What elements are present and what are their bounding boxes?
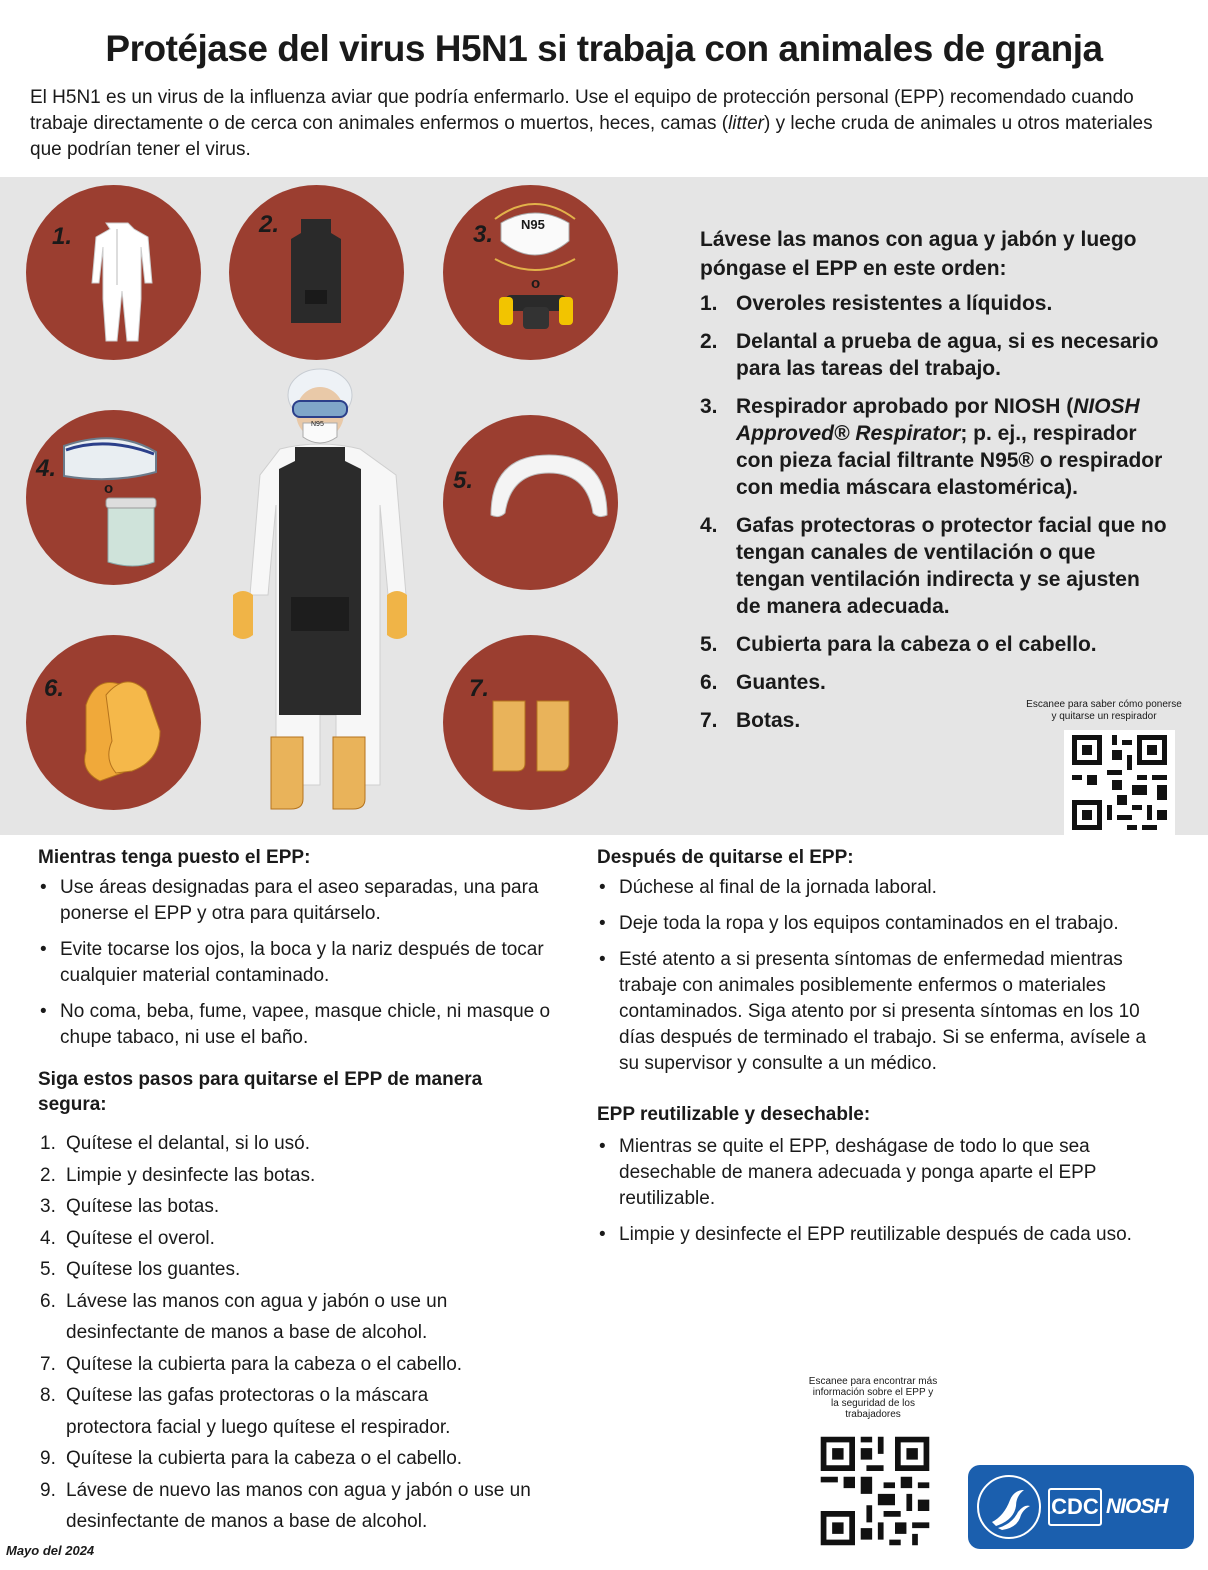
qr-code-respirator[interactable] xyxy=(1064,730,1175,835)
list-item: 6. Lávese las manos con agua y jabón o use un desinfectante de manos a base de alcohol. xyxy=(40,1290,448,1343)
apron-circle xyxy=(229,185,404,360)
list-item: 4. Quítese el overol. xyxy=(40,1227,215,1249)
removal-heading: Siga estos pasos para quitarse el EPP de manera segura: xyxy=(38,1069,483,1115)
n95-respirator-icon xyxy=(443,185,618,360)
list-item: 9. Quítese la cubierta para la cabeza o el cabello. xyxy=(40,1448,463,1469)
coveralls-icon xyxy=(26,185,201,360)
intro-paragraph: El H5N1 es un virus de la influenza aviar que podría enfermarlo. Use el equipo de protección personal (EPP) recomendado cuando trabaje directamente o de cerca con animales enfermos o muertos, heces, camas (litter) y leche cruda de animales u otros materiales que podrían tener el virus. xyxy=(30,87,1153,160)
list-item: • Mientras se quite el EPP, deshágase de todo lo que sea desechable de manera adecuada y ponga aparte el EPP reutilizable. xyxy=(597,1134,1137,1212)
publication-date: Mayo del 2024 xyxy=(6,1543,95,1558)
donning-order-heading: Lávese las manos con agua y jabón y luego póngase el EPP en este orden: xyxy=(700,228,1137,280)
list-item: 8. Quítese las gafas protectoras o la máscara protectora facial y luego quítese el respirador. xyxy=(40,1385,451,1438)
list-item: • Esté atento a si presenta síntomas de enfermedad mientras trabaje con animales posiblemente enfermos o materiales contaminados. Siga atento por si presenta síntomas en los 10 días después de terminado el trabajo. Si se enferma, avísele a su supervisor y consulte a un médico. xyxy=(597,947,1167,1077)
cdc-logo-text: CDC xyxy=(1048,1488,1102,1526)
qr-respirator-caption: Escanee para saber cómo ponerse y quitarse un respirador xyxy=(1026,699,1182,722)
or-label-3: o xyxy=(531,275,541,292)
number-7: 7. xyxy=(469,675,490,702)
worker-in-ppe-illustration xyxy=(225,365,425,815)
removal-steps-list xyxy=(40,1128,560,1538)
gloves-circle xyxy=(26,635,201,810)
gloves-icon xyxy=(26,635,201,810)
list-item: 5. Cubierta para la cabeza o el cabello. xyxy=(700,633,1097,656)
list-item: 4. Gafas protectoras o protector facial que no tengan canales de ventilación o que tengan ventilación indirecta y se ajusten de manera adecuada. xyxy=(700,514,1167,618)
boots-circle xyxy=(443,635,618,810)
list-item: 6. Guantes. xyxy=(700,671,826,694)
list-item: 5. Quítese los guantes. xyxy=(40,1259,241,1280)
list-item: • Evite tocarse los ojos, la boca y la nariz después de tocar cualquier material contaminado. xyxy=(38,937,558,989)
n95-label: N95 xyxy=(521,217,545,232)
donning-order-list xyxy=(700,290,1170,745)
list-item: 3. Quítese las botas. xyxy=(40,1196,220,1217)
list-item: 1. Overoles resistentes a líquidos. xyxy=(700,292,1053,315)
n95-mask-label: N95 xyxy=(311,421,324,428)
list-item: 7. Botas. xyxy=(700,709,801,732)
list-item: 2. Limpie y desinfecte las botas. xyxy=(40,1164,316,1186)
niosh-logo-text: NIOSH xyxy=(1106,1495,1168,1518)
list-item: 7. Quítese la cubierta para la cabeza o el cabello. xyxy=(40,1353,463,1375)
list-item: • No coma, beba, fume, vapee, masque chicle, ni masque o chupe tabaco, ni use el baño. xyxy=(38,999,558,1051)
number-2: 2. xyxy=(259,211,280,238)
list-item: 3. Respirador aprobado por NIOSH (NIOSH Approved® Respirator; p. ej., respirador con pieza facial filtrante N95® o respirador con media máscara elastomérica). xyxy=(700,395,1163,499)
coveralls-circle xyxy=(26,185,201,360)
after-removal-heading: Después de quitarse el EPP: xyxy=(597,847,854,868)
hhs-seal-icon xyxy=(974,1472,1044,1542)
apron-icon xyxy=(229,185,404,360)
number-6: 6. xyxy=(44,675,65,702)
list-item: • Dúchese al final de la jornada laboral. xyxy=(597,875,1167,901)
number-1: 1. xyxy=(52,223,73,250)
number-4: 4. xyxy=(36,455,57,482)
page-title: Protéjase del virus H5N1 si trabaja con animales de granja xyxy=(105,28,1103,69)
list-item: 2. Delantal a prueba de agua, si es necesario para las tareas del trabajo. xyxy=(700,330,1159,380)
reusable-list xyxy=(597,1134,1137,1258)
eye-protection-circle xyxy=(26,410,201,585)
goggles-icon xyxy=(26,410,201,585)
qr-info-caption: Escanee para encontrar más información sobre el EPP y la seguridad de los trabajadores xyxy=(808,1376,938,1420)
list-item: • Limpie y desinfecte el EPP reutilizable después de cada uso. xyxy=(597,1222,1137,1248)
hair-cover-circle xyxy=(443,415,618,590)
boots-icon xyxy=(443,635,618,810)
while-wearing-list xyxy=(38,875,558,1061)
cdc-niosh-logo xyxy=(968,1465,1194,1549)
while-wearing-heading: Mientras tenga puesto el EPP: xyxy=(38,847,311,868)
number-3: 3. xyxy=(473,221,494,248)
qr-code-info[interactable] xyxy=(815,1430,935,1552)
hair-cover-icon xyxy=(443,415,618,590)
respirator-circle xyxy=(443,185,618,360)
list-item: • Deje toda la ropa y los equipos contaminados en el trabajo. xyxy=(597,911,1167,937)
or-label-4: o xyxy=(104,480,114,497)
list-item: • Use áreas designadas para el aseo separadas, una para ponerse el EPP y otra para quitárselo. xyxy=(38,875,558,927)
number-5: 5. xyxy=(453,467,474,494)
list-item: 9. Lávese de nuevo las manos con agua y jabón o use un desinfectante de manos a base de alcohol. xyxy=(40,1479,531,1532)
after-removal-list xyxy=(597,875,1167,1087)
list-item: 1. Quítese el delantal, si lo usó. xyxy=(40,1133,310,1154)
reusable-heading: EPP reutilizable y desechable: xyxy=(597,1104,871,1125)
